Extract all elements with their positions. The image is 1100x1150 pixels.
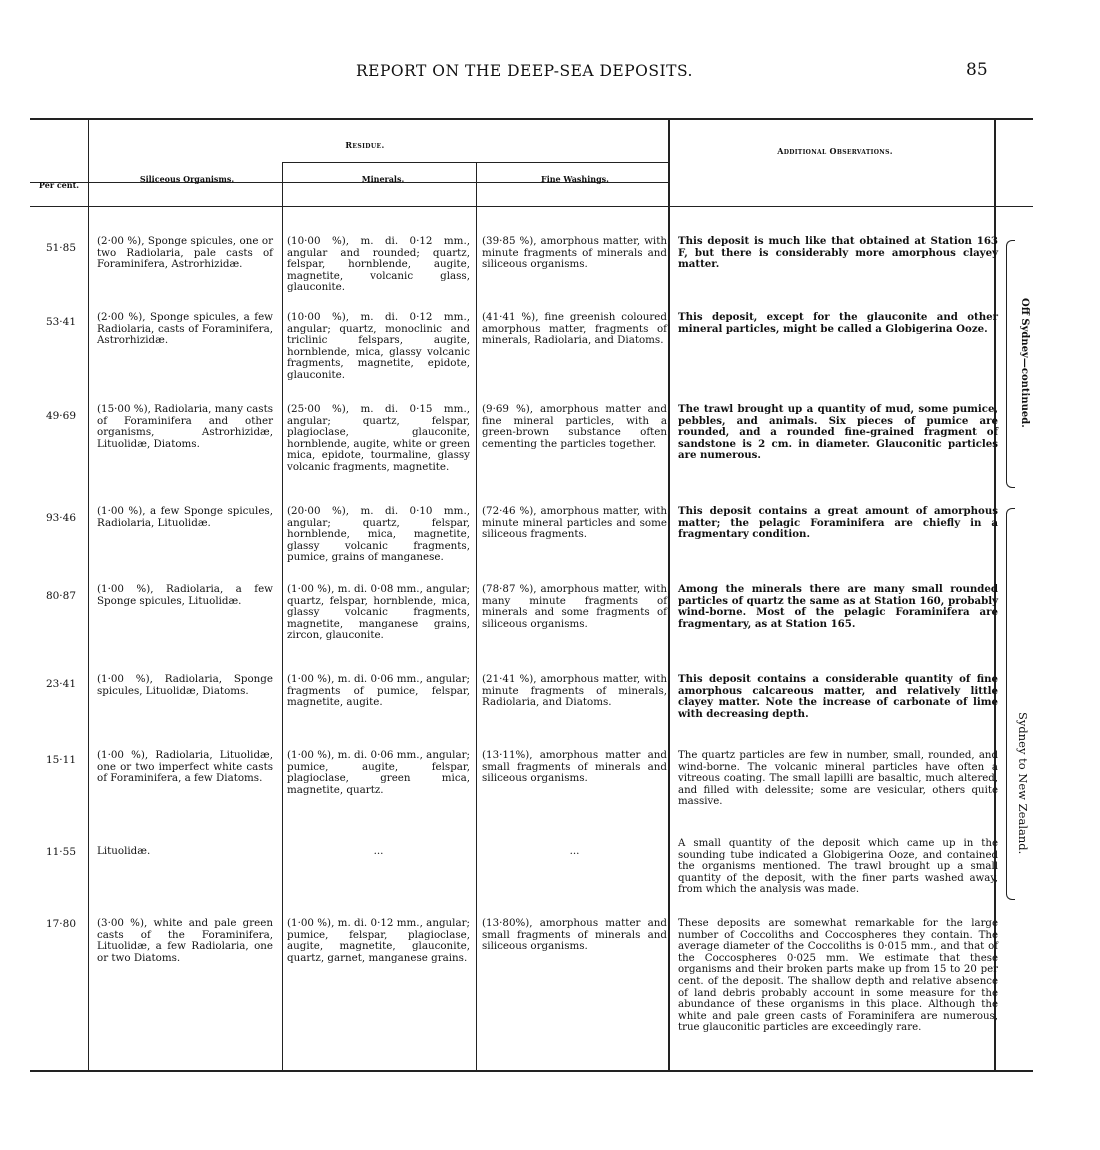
side-note-off-sydney: Off Sydney—continued. [1019,298,1030,428]
row-minerals: (10·00 %), m. di. 0·12 mm., angular and rounded; quartz, felspar, hornblende, augite, magnetite, volcanic glass, glauconite. [287,235,470,294]
side-brace [1006,508,1015,900]
row-fine-washings: (41·41 %), fine greenish coloured amorphous matter, fragments of minerals, Radiolaria, and Diatoms. [482,311,667,347]
residue-underline [282,162,668,163]
row-minerals: ... [373,845,384,857]
row-minerals: (10·00 %), m. di. 0·12 mm., angular; quartz, monoclinic and triclinic felspars, augite, hornblende, mica, glassy volcanic fragments, magnetite, epidote, glauconite. [287,311,470,381]
row-percent: 80·87 [45,590,76,602]
column-rule [282,162,283,1072]
row-additional: The quartz particles are few in number, small, rounded, and wind-borne. The volcanic mineral particles have often a vitreous coating. The small lapilli are basaltic, much altered, and filled with delessite; some are vesicular, others quite massive. [678,750,998,808]
row-fine-washings: (9·69 %), amorphous matter and fine mineral particles, with a green-brown substance often cementing the particles together. [482,403,667,450]
row-additional: This deposit contains a great amount of amorphous matter; the pelagic Foraminifera are chiefly in a fragmentary condition. [678,505,998,541]
running-head: REPORT ON THE DEEP-SEA DEPOSITS. [356,62,693,80]
row-additional: Among the minerals there are many small rounded particles of quartz the same as at Station 160, probably wind-borne. Most of the pelagic Foraminifera are fragmentary, as at Station 165. [678,583,998,630]
row-minerals: (1·00 %), m. di. 0·06 mm., angular; pumice, augite, felspar, plagioclase, green mica, magnetite, quartz. [287,749,470,796]
additional-observations-header: Additional Observations. [777,146,893,156]
row-siliceous: (2·00 %), Sponge spicules, a few Radiolaria, casts of Foraminifera, Astrorhizidæ. [97,311,273,347]
deposit-table [30,118,1033,1072]
row-siliceous: (1·00 %), a few Sponge spicules, Radiolaria, Lituolidæ. [97,505,273,529]
column-rule [88,118,89,1072]
row-siliceous: (15·00 %), Radiolaria, many casts of Foraminifera and other organisms, Astrorhizidæ, Lituolidæ, Diatoms. [97,403,273,450]
row-percent: 49·69 [45,410,76,422]
row-siliceous: (1·00 %), Radiolaria, Lituolidæ, one or two imperfect white casts of Foraminifera, a few Diatoms. [97,749,273,785]
row-fine-washings: (13·80%), amorphous matter and small fragments of minerals and siliceous organisms. [482,917,667,953]
row-percent: 93·46 [45,512,76,524]
row-fine-washings: (72·46 %), amorphous matter, with minute mineral particles and some siliceous fragments. [482,505,667,541]
per-cent-header: Per cent. [38,180,80,190]
row-percent: 51·85 [45,242,76,254]
row-percent: 23·41 [45,678,76,690]
row-fine-washings: (78·87 %), amorphous matter, with many minute fragments of minerals and some fragments of siliceous organisms. [482,583,667,630]
fine-washings-header: Fine Washings. [541,174,609,184]
side-note-sydney-to-new-zealand: Sydney to New Zealand. [1016,712,1030,855]
row-additional: This deposit, except for the glauconite and other mineral particles, might be called a Globigerina Ooze. [678,311,998,335]
table-bottom-rule [30,1070,1033,1072]
row-fine-washings: ... [569,845,580,857]
row-siliceous: Lituolidæ. [97,845,151,857]
row-siliceous: (2·00 %), Sponge spicules, one or two Radiolaria, pale casts of Foraminifera, Astrorhizidæ. [97,235,273,271]
row-percent: 15·11 [45,754,76,766]
page-number: 85 [966,60,988,80]
column-rule [668,118,670,1072]
row-additional: This deposit is much like that obtained at Station 163 F, but there is considerably more amorphous clayey matter. [678,235,998,271]
row-additional: These deposits are somewhat remarkable for the large number of Coccoliths and Coccospheres they contain. The average diameter of the Coccoliths is 0·015 mm., and that of the Coccospheres 0·025 mm. We estimate that these organisms and their broken parts make up from 15 to 20 per cent. of the deposit. The shallow depth and relative absence of land debris probably account in some measure for the abundance of these organisms in this place. Although the white and pale green casts of Foraminifera are numerous, true glauconitic particles are exceedingly rare. [678,918,998,1034]
side-brace [1006,240,1015,488]
row-percent: 17·80 [45,918,76,930]
row-additional: This deposit contains a considerable quantity of fine amorphous calcareous matter, and relatively little clayey matter. Note the increase of carbonate of lime with decreasing depth. [678,673,998,720]
table-top-rule [30,118,1033,120]
header-bottom-rule [30,206,1033,207]
row-siliceous: (1·00 %), Radiolaria, a few Sponge spicules, Lituolidæ. [97,583,273,607]
row-siliceous: (3·00 %), white and pale green casts of the Foraminifera, Lituolidæ, a few Radiolaria, one or two Diatoms. [97,917,273,964]
row-minerals: (1·00 %), m. di. 0·12 mm., angular; pumice, felspar, plagioclase, augite, magnetite, glauconite, quartz, garnet, manganese grains. [287,917,470,964]
row-percent: 11·55 [45,846,76,858]
row-fine-washings: (39·85 %), amorphous matter, with minute fragments of minerals and siliceous organisms. [482,235,667,271]
row-minerals: (25·00 %), m. di. 0·15 mm., angular; quartz, felspar, plagioclase, glauconite, hornblende, augite, white or green mica, epidote, tourmaline, glassy volcanic fragments, magnetite. [287,403,470,473]
row-minerals: (1·00 %), m. di. 0·08 mm., angular; quartz, felspar, hornblende, mica, glassy volcanic fragments, magnetite, manganese grains, zircon, glauconite. [287,583,470,642]
column-rule [476,162,477,1072]
row-percent: 53·41 [45,316,76,328]
row-minerals: (1·00 %), m. di. 0·06 mm., angular; fragments of pumice, felspar, magnetite, augite. [287,673,470,709]
row-fine-washings: (21·41 %), amorphous matter, with minute fragments of minerals, Radiolaria, and Diatoms. [482,673,667,709]
row-additional: The trawl brought up a quantity of mud, some pumice, pebbles, and animals. Six pieces of pumice are rounded, and a rounded fine-grained fragment of sandstone is 2 cm. in diameter. Glauconitic particles are numerous. [678,403,998,462]
minerals-header: Minerals. [361,174,405,184]
residue-header: Residue. [345,140,385,150]
row-siliceous: (1·00 %), Radiolaria, Sponge spicules, Lituolidæ, Diatoms. [97,673,273,697]
row-additional: A small quantity of the deposit which came up in the sounding tube indicated a Globigerina Ooze, and contained the organisms mentioned. The trawl brought up a small quantity of the deposit, with the finer parts washed away, from which the analysis was made. [678,838,998,896]
row-fine-washings: (13·11%), amorphous matter and small fragments of minerals and siliceous organisms. [482,749,667,785]
siliceous-organisms-header: Siliceous Organisms. [139,174,235,184]
row-minerals: (20·00 %), m. di. 0·10 mm., angular; quartz, felspar, hornblende, mica, magnetite, glassy volcanic fragments, pumice, grains of manganese. [287,505,470,564]
